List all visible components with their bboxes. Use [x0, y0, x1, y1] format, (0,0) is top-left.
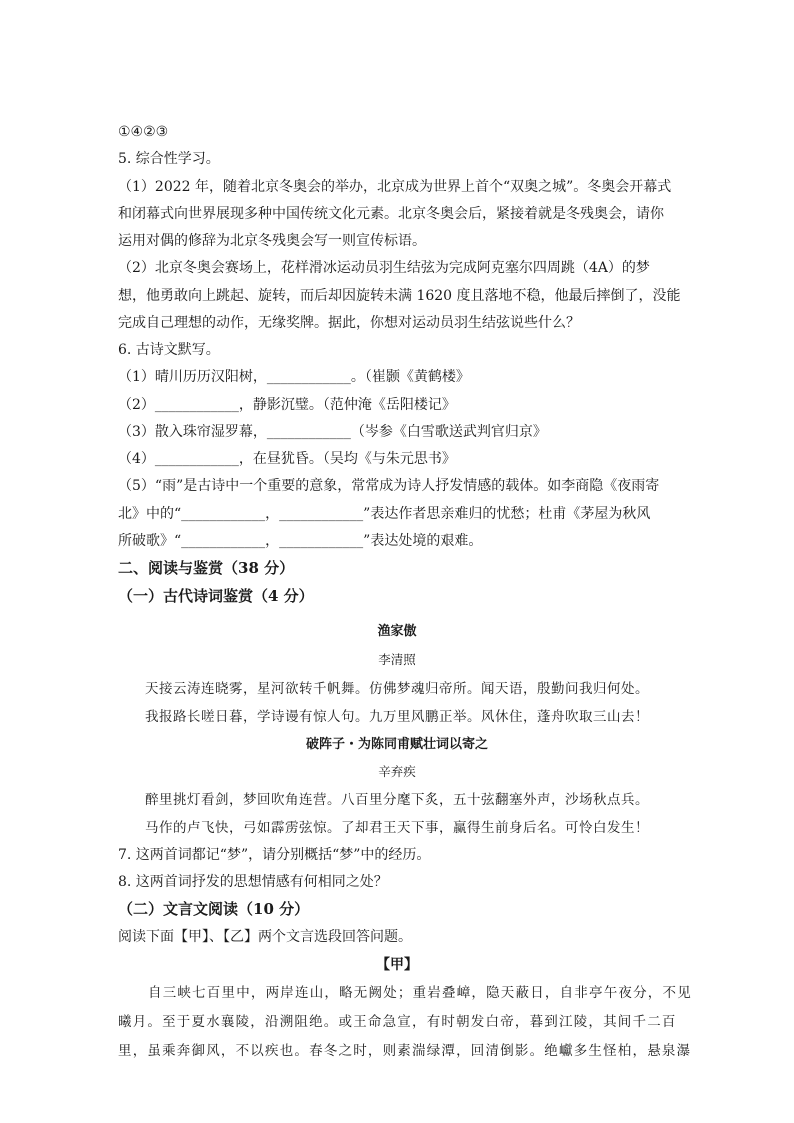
q5-title: 5. 综合性学习。 — [118, 151, 220, 167]
q5-p2-line: （2）北京冬奥会赛场上，花样滑冰运动员羽生结弦为完成阿克塞尔四周跳（4A）的梦 — [118, 260, 650, 276]
q6-item5-line: 所破歌》“____________，____________”表达处境的艰难。 — [118, 533, 483, 549]
poem1-line: 我报路长嗟日暮，学诗谩有惊人句。九万里风鹏正举。风休住，蓬舟吹取三山去！ — [145, 709, 649, 725]
q5-p2-line: 想，他勇敢向上跳起、旋转，而后却因旋转未满 1620 度且落地不稳，他最后摔倒了，没能 — [118, 288, 681, 304]
jia-label: 【甲】 — [376, 957, 418, 973]
jia-line: 里，虽乘奔御风，不以疾也。春冬之时，则素湍绿潭，回清倒影。绝巘多生怪柏，悬泉瀑 — [118, 1043, 692, 1059]
jia-line: 自三峡七百里中，两岸连山，略无阙处；重岩叠嶂，隐天蔽日，自非亭午夜分，不见 — [148, 985, 692, 1001]
q6-title: 6. 古诗文默写。 — [118, 342, 220, 358]
section-title: 二、阅读与鉴赏（38 分） — [118, 559, 295, 577]
poem2-line: 马作的卢飞快，弓如霹雳弦惊。了却君王天下事，赢得生前身后名。可怜白发生！ — [145, 820, 649, 836]
q7: 7. 这两首词都记“梦”，请分别概括“梦”中的经历。 — [118, 847, 431, 863]
poem1-line: 天接云涛连晓雾，星河欲转千帆舞。仿佛梦魂归帝所。闻天语，殷勤问我归何处。 — [145, 681, 649, 697]
subsection-title: （一）古代诗词鉴赏（4 分） — [118, 587, 314, 605]
q6-item: （2）____________，静影沉璧。（范仲淹《岳阳楼记》 — [118, 397, 456, 413]
q8: 8. 这两首词抒发的思想情感有何相同之处？ — [118, 874, 388, 890]
q5-p1-line: （1）2022 年，随着北京冬奥会的举办，北京成为世界上首个“双奥之城”。冬奥会开幕式 — [118, 179, 672, 195]
poem2-author: 辛弃疾 — [378, 764, 416, 779]
q5-p2-line: 完成自己理想的动作，无缘奖牌。据此，你想对运动员羽生结弦说些什么？ — [118, 315, 580, 331]
q6-item5-line: 北》中的“____________，____________”表达作者思亲难归的忧愁；杜甫《茅屋为秋风 — [118, 506, 651, 522]
q6-item5-line: （5）“雨”是古诗中一个重要的意象，常常成为诗人抒发情感的载体。如李商隐《夜雨寄 — [118, 478, 660, 494]
q5-p1-line: 和闭幕式向世界展现多种中国传统文化元素。北京冬奥会后，紧接着就是冬残奥会，请你 — [118, 206, 664, 222]
reading-instruction: 阅读下面【甲】、【乙】两个文言选段回答问题。 — [118, 929, 412, 945]
subsection-title: （二）文言文阅读（10 分） — [118, 900, 310, 918]
poem2-line: 醉里挑灯看剑，梦回吹角连营。八百里分麾下炙，五十弦翻塞外声，沙场秋点兵。 — [145, 792, 649, 808]
jia-line: 曦月。至于夏水襄陵，沿溯阻绝。或王命急宣，有时朝发白帝，暮到江陵，其间千二百 — [118, 1014, 677, 1030]
poem2-title: 破阵子・为陈同甫赋壮词以寄之 — [305, 737, 488, 752]
q6-item: （1）晴川历历汉阳树，____________。（崔颢《黄鹤楼》 — [118, 369, 470, 385]
order-answer: ①④②③ — [118, 124, 169, 140]
poem1-title: 渔家傲 — [377, 624, 417, 639]
q5-p1-line: 运用对偶的修辞为北京冬残奥会写一则宣传标语。 — [118, 233, 426, 249]
q6-item: （3）散入珠帘湿罗幕，____________（岑参《白雪歌送武判官归京》 — [118, 424, 547, 440]
poem1-author: 李清照 — [378, 652, 416, 667]
q6-item: （4）____________，在昼犹昏。（吴均《与朱元思书》 — [118, 451, 456, 467]
